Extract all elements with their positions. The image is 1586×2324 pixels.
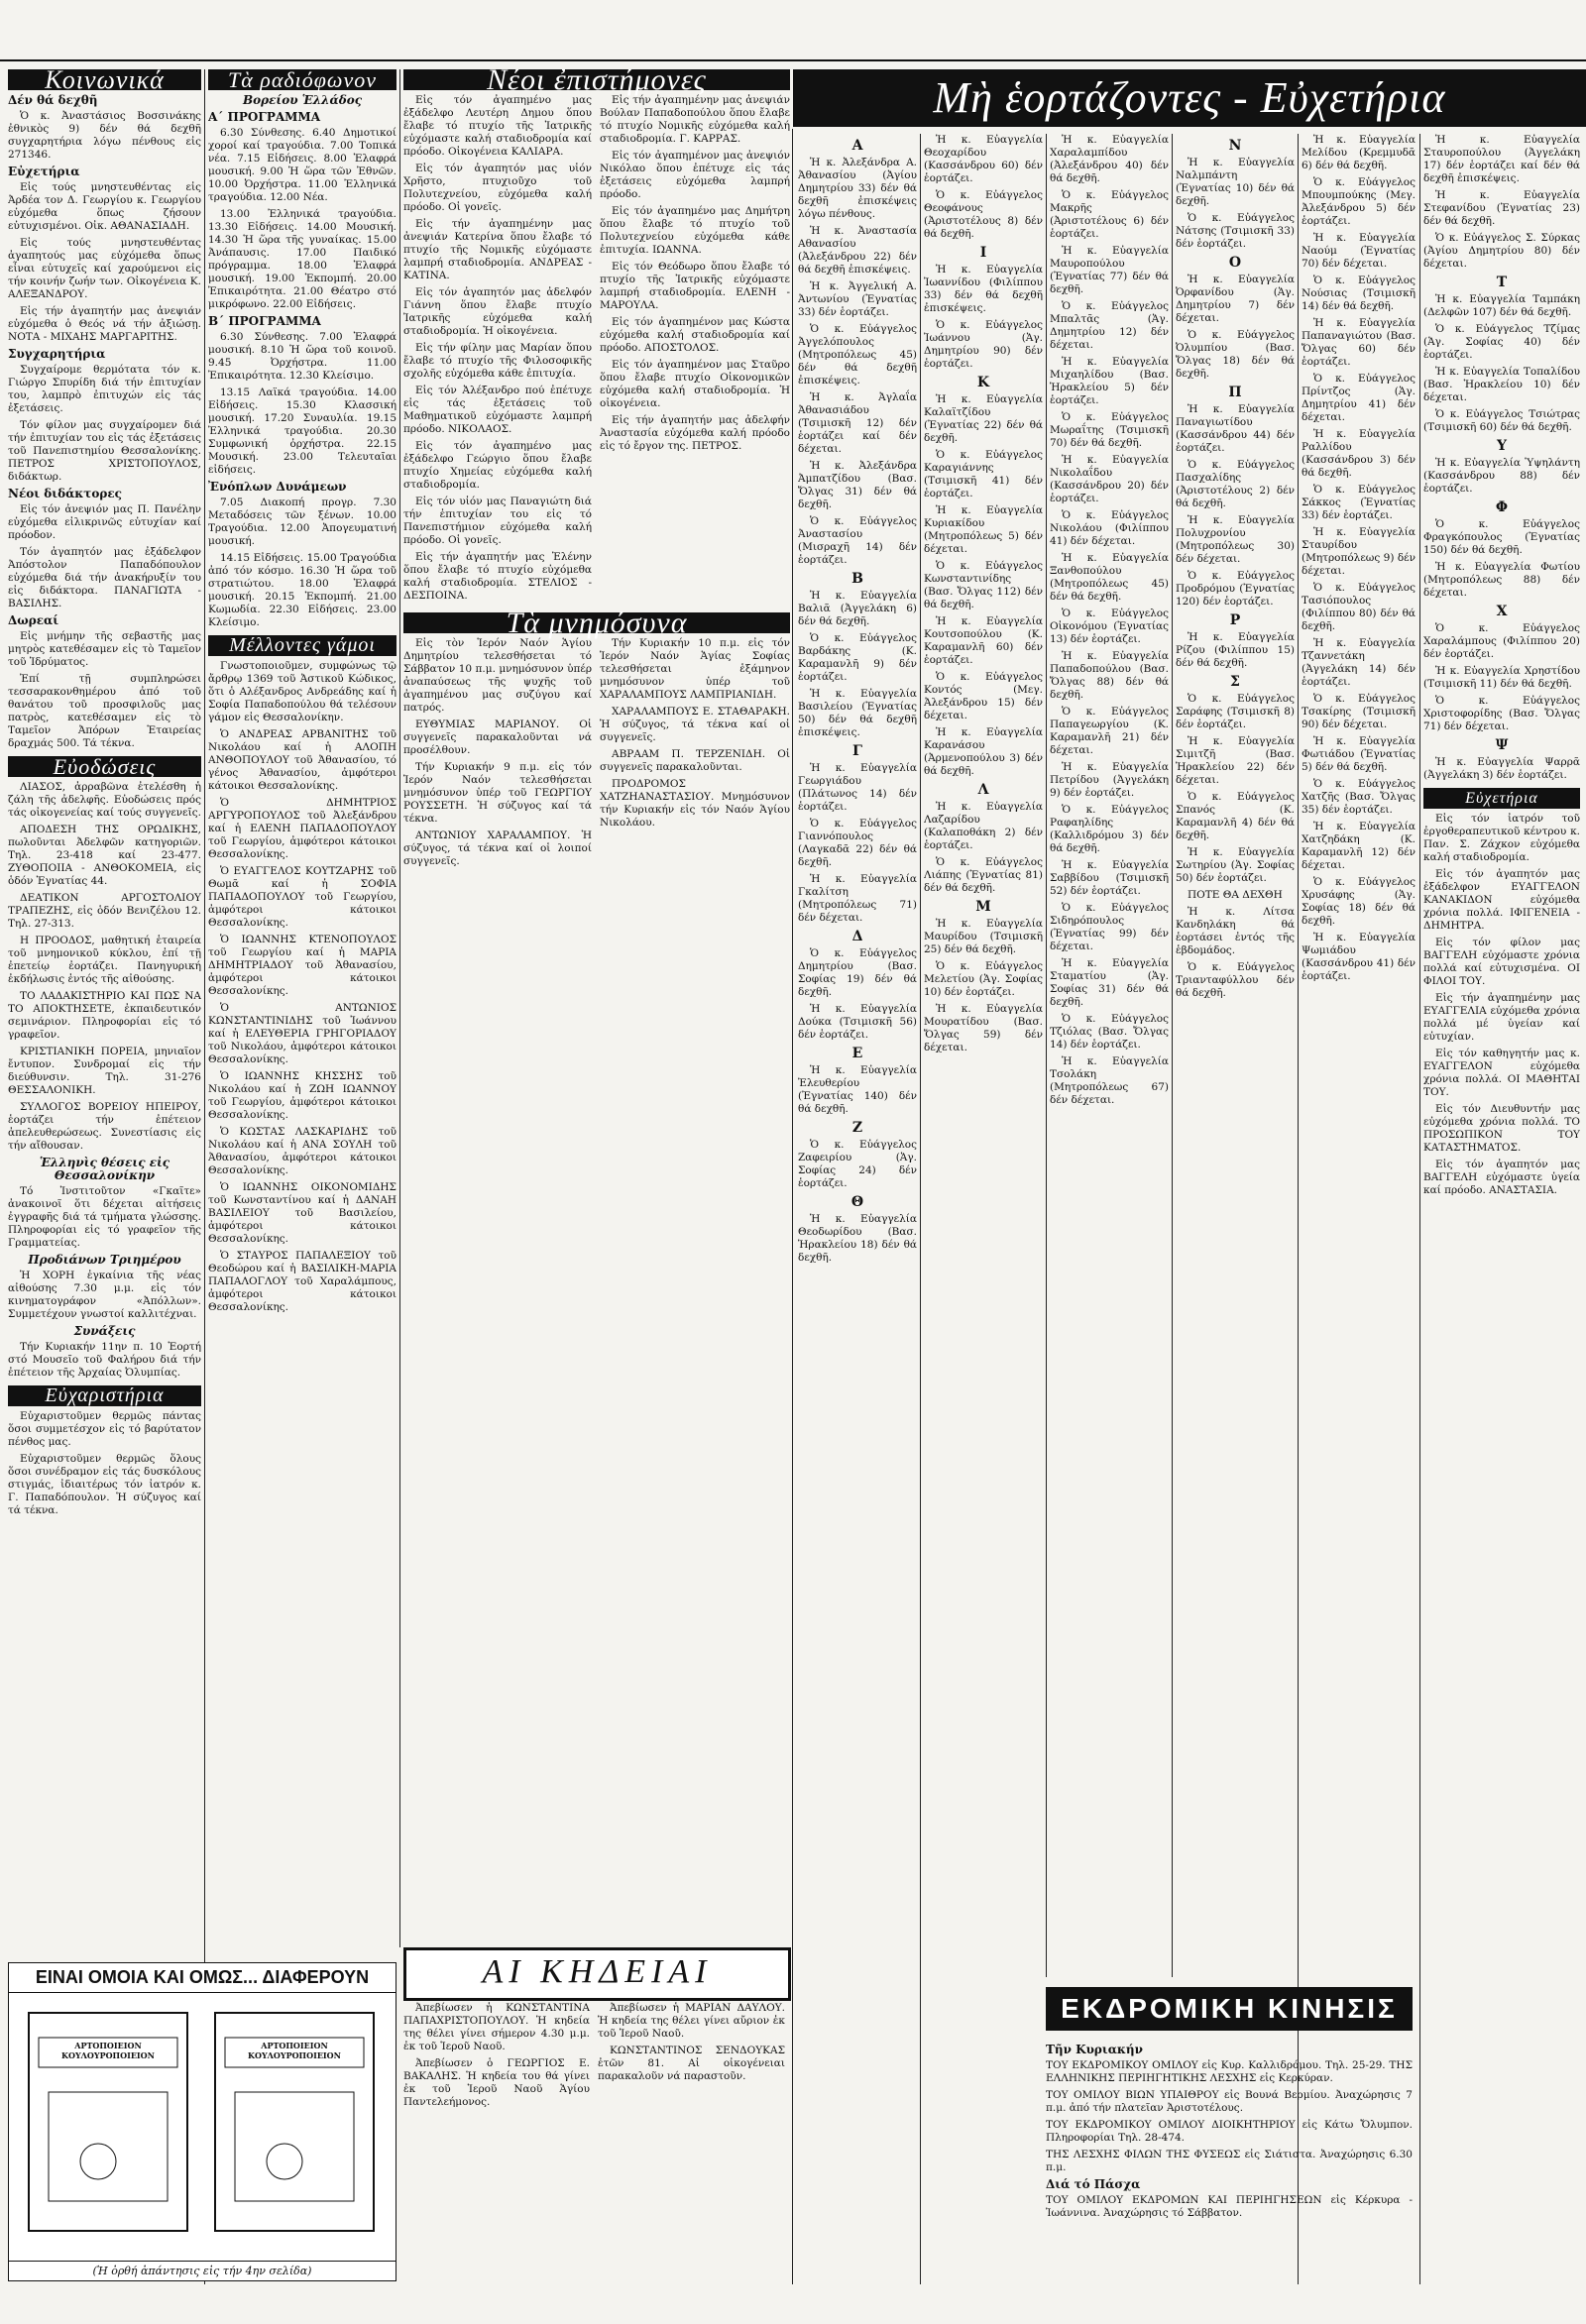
euodoseis-text: ΛΙΑΣΟΣ, ἀρραβῶνα ἐτελέσθη ἡ ζάλη τῆς ἀδελφῆς. Εὐοδώσεις πρός τάς οἰκογενείας καί τούς συγγενεῖς. [8,781,201,819]
social-section-head: Δωρεαί [8,613,59,627]
cartoon-illustration [9,1993,394,2251]
radio-program-a-text: 6.30 Σύνθεσης. 6.40 Δημοτικοί χοροί καί τραγούδια. 7.00 Τοπικά νέα. 7.15 Εἰδήσεις. 8.00 Ἐλαφρά μουσική. 9.00 Ἡ ὥρα τῶν Ἐθνῶν. 10.00 Ὀρχήστρα. 11.00 Ἐλληνικά τραγούδια. 12.00 Νέα. [208,127,396,203]
shop-sign-right: ΑΡΤΟΠΟΙΕΙΟΝ ΚΟΥΛΟΥΡΟΠΟΙΕΙΟΝ [248,2041,341,2060]
social-section-text: Εἰς μνήμην τῆς σεβαστῆς μας μητρὸς κατεθέσαμεν εἰς τὸ Ταμεῖον τοῦ Ἱδρύματος. [8,630,201,668]
radio-column: Τὰ ραδιόφωνον Βορείου Ἑλλάδος Α΄ ΠΡΟΓΡΑΜΜΑ 6.30 Σύνθεσης. 6.40 Δημοτικοί χοροί καί τραγούδια. 7.00 Τοπικά νέα. 7.15 Εἰδήσεις. 8.00 Ἐλαφρά μουσική. 9.00 Ἡ ὥρα τῶν Ἐθνῶν. 10.00 Ὀρχήστρα. 11.00 Ἐλληνικά τραγούδια. 12.00 Νέα. 13.00 Ἐλληνικά τραγούδια. 13.30 Εἰδήσεις. 14.00 Μουσική. 14.30 Ἡ ὥρα τῆς γυναίκας. 15.00 Ἀνάπαυσις. 17.00 Παιδικό πρόγραμμα. 18.00 Ἐλαφρά μουσική. 19.00 Ἐκπομπή. 20.00 Ἐπικαιρότητα. 21.00 Θέατρο στό μικρόφωνο. 22.00 Εἰδήσεις. Β΄ ΠΡΟΓΡΑΜΜΑ 6.30 Σύνθεσης. 7.00 Ἐλαφρά μουσική. 8.10 Ἡ ὥρα τοῦ κοινοῦ. 9.45 Ὀρχήστρα. 11.00 Ἐπικαιρότητα. 12.30 Κλείσιμο. 13.15 Λαϊκά τραγούδια. 14.00 Εἰδήσεις. 15.30 Κλασσική μουσική. 17.20 Συναυλία. 19.15 Ἐλληνικά τραγούδια. 20.30 Συμφωνική ὀρχήστρα. 22.15 Μουσική. 23.00 Τελευταῖαι εἰδήσεις. Ἐνόπλων Δυνάμεων 7.05 Διακοπή προγρ. 7.30 Μεταδόσεις τῶν ξένων. 10.00 Τραγούδια. 12.00 Ἀπογευματινή μουσική. 14.15 Εἰδήσεις. 15.00 Τραγούδια ἀπό τόν κόσμο. 16.30 Ἡ ὥρα τοῦ στρατιώτου. 18.00 Ἐλαφρά μουσική. 20.15 Ἐκπομπή. 21.00 Κωμωδία. 22.30 Εἰδήσεις. 23.00 Κλείσιμο. Μέλλοντες γάμοι Γνωστοποιοῦμεν, συμφώνως τῷ ἄρθρῳ 1369 τοῦ Ἀστικοῦ Κώδικος, ὅτι ὁ Αλέξανδρος Ανδρεάδης καί ἡ Σοφία Παπαδοπούλου θά τελέσουν γάμον εἰς Θεσσαλονίκην. Ὁ ΑΝΔΡΕΑΣ ΑΡΒΑΝΙΤΗΣ τοῦ Νικολάου καί ἡ ΑΛΟΠΗ ΑΝΘΟΠΟΥΛΟΥ τοῦ Ἀθανασίου, τό γένος Ἀθανασίου, ἀμφότεροι κάτοικοι Θεσσαλονίκης. Ὁ ΔΗΜΗΤΡΙΟΣ ΑΡΓΥΡΟΠΟΥΛΟΣ τοῦ Ἀλεξάνδρου καί ἡ ΕΛΕΝΗ ΠΑΠΑΔΟΠΟΥΛΟΥ τοῦ Γεωργίου, ἀμφότεροι κάτοικοι Θεσσαλονίκης. Ὁ ΕΥΑΓΓΕΛΟΣ ΚΟΥΤΖΑΡΗΣ τοῦ Θωμᾶ καί ἡ ΣΟΦΙΑ ΠΑΠΑΔΟΠΟΥΛΟΥ τοῦ Γεωργίου, ἀμφότεροι κάτοικοι Θεσσαλονίκης. Ὁ ΙΩΑΝΝΗΣ ΚΤΕΝΟΠΟΥΛΟΣ τοῦ Γεωργίου καί ἡ ΜΑΡΙΑ ΔΗΜΗΤΡΙΑΔΟΥ τοῦ Ἀθανασίου, ἀμφότεροι κάτοικοι Θεσσαλονίκης. Ὁ ΑΝΤΩΝΙΟΣ ΚΩΝΣΤΑΝΤΙΝΙΔΗΣ τοῦ Ἰωάννου καί ἡ ΕΛΕΥΘΕΡΙΑ ΓΡΗΓΟΡΙΑΔΟΥ τοῦ Νικολάου, ἀμφότεροι κάτοικοι Θεσσαλονίκης. Ὁ ΙΩΑΝΝΗΣ ΚΗΣΣΗΣ τοῦ Νικολάου καί ἡ ΖΩΗ ΙΩΑΝΝΟΥ τοῦ Γεωργίου, ἀμφότεροι κάτοικοι Θεσσαλονίκης. Ὁ ΚΩΣΤΑΣ ΛΑΣΚΑΡΙΔΗΣ τοῦ Νικολάου καί ἡ ΑΝΑ ΣΟΥΛΗ τοῦ Ἀθανασίου, ἀμφότεροι κάτοικοι Θεσσαλονίκης. Ὁ ΙΩΑΝΝΗΣ ΟΙΚΟΝΟΜΙΔΗΣ τοῦ Κωνσταντίνου καί ἡ ΔΑΝΑΗ ΒΑΣΙΛΕΙΟΥ τοῦ Βασιλείου, ἀμφότεροι κάτοικοι Θεσσαλονίκης. Ὁ ΣΤΑΥΡΟΣ ΠΑΠΑΛΕΞΙΟΥ τοῦ Θεοδώρου καί ἡ ΒΑΣΙΛΙΚΗ-ΜΑΡΙΑ ΠΑΠΑΛΟΓΛΟΥ τοῦ Χαραλάμπους, ἀμφότεροι κάτοικοι Θεσσαλονίκης. [208,69,396,1313]
excursions-text: Τῆν Κυριακήν ΤΟΥ ΕΚΔΡΟΜΙΚΟΥ ΟΜΙΛΟΥ εἰς Κυρ. Καλλιδρόμου. Τηλ. 25-29. ΤΗΣ ΕΛΛΗΝΙΚΗΣ ΠΕΡΙΗΓΗΤΙΚΗΣ ΛΕΣΧΗΣ εἰς Κερκύραν. ΤΟΥ ΟΜΙΛΟΥ ΒΙΩΝ ΥΠΑΙΘΡΟΥ εἰς Βουνά Βερμίου. Ἀναχώρησις 7 π.μ. ἀπό τήν πλατεῖαν Ἀριστοτέλους. ΤΟΥ ΕΚΔΡΟΜΙΚΟΥ ΟΜΙΛΟΥ ΔΙΟΙΚΗΤΗΡΙΟΥ εἰς Κάτω Ὄλυμπον. Πληροφορίαι Τηλ. 28-474. ΤΗΣ ΛΕΣΧΗΣ ΦΙΛΩΝ ΤΗΣ ΦΥΣΕΩΣ εἰς Σιάτιστα. Ἀναχώρησις 6.30 π.μ. Διά τό Πάσχα ΤΟΥ ΟΜΙΛΟΥ ΕΚΔΡΟΜΩΝ ΚΑΙ ΠΕΡΙΗΓΗΣΕΩΝ εἰς Κέρκυρα - Ἰωάννινα. Ἀναχώρησις τό Σάββατον. [1046,2043,1413,2219]
social-para: Ὁ κ. Ἀναστάσιος Βοσσινάκης ἐθνικὸς 9) δέν θά δεχθῆ συγχαρητήρια λόγω πένθους εἰς 271346. [8,110,201,161]
future-weddings-text: Γνωστοποιοῦμεν, συμφώνως τῷ ἄρθρῳ 1369 τοῦ Ἀστικοῦ Κώδικος, ὅτι ὁ Αλέξανδρος Ανδρεάδης καί ἡ Σοφία Παπαδοπούλου θά τελέσουν γάμον εἰς Θεσσαλονίκην. [208,660,396,723]
column-rule [920,134,921,2284]
column-rule [792,129,793,2284]
radio-subtitle: Βορείου Ἑλλάδος [242,93,363,107]
memorials-title: Τὰ μνημόσυνα [403,612,790,633]
euodoseis-title: Εὐοδώσεις [8,756,201,777]
nonfeasting-column-1: Α Ἡ κ. Ἀλεξάνδρα Α. Ἀθανασίου (Ἀγίου Δημητρίου 33) δέν θά δεχθῆ ἐπισκέψεις λόγω πένθους. Ἡ κ. Ἀναστασία Αθανασίου (Ἀλεξάνδρου 22) δέν θά δεχθῆ ἐπισκέψεις. Ἡ κ. Ἀγγελική Α. Ἀντωνίου (Ἐγνατίας 33) δέν ἑορτάζει. Ὁ κ. Εὐάγγελος Ἀγγελόπουλος (Μητροπόλεως 45) δέν θά δεχθῆ ἐπισκέψεις. Ἡ κ. Ἀγλαΐα Ἀθανασιάδου (Τσιμισκῆ 12) δέν ἑορτάζει καί δέν δέχεται. Ἡ κ. Ἀλεξάνδρα Ἀμπατζίδου (Βασ. Ὄλγας 31) δέν θά δεχθῆ. Ὁ κ. Εὐάγγελος Ἀναστασίου (Μισραχῆ 14) δέν ἑορτάζει. Β Ἡ κ. Εὐαγγελία Βαλιᾶ (Ἀγγελάκη 6) δέν θά δεχθῆ. Ὁ κ. Εὐάγγελος Βαρδάκης (Κ. Καραμανλῆ 9) δέν ἑορτάζει. Ἡ κ. Εὐαγγελία Βασιλείου (Ἐγνατίας 50) δέν θά δεχθῆ ἐπισκέψεις. Γ Ἡ κ. Εὐαγγελία Γεωργιάδου (Πλάτωνος 14) δέν ἑορτάζει. Ὁ κ. Εὐάγγελος Γιαννόπουλος (Λαγκαδᾶ 22) δέν θά δεχθῆ. Ἡ κ. Εὐαγγελία Γκαλίτση (Μητροπόλεως 71) δέν δέχεται. Δ Ὁ κ. Εὐάγγελος Δημητρίου (Βασ. Σοφίας 19) δέν θά δεχθῆ. Ἡ κ. Εὐαγγελία Δούκα (Τσιμισκῆ 56) δέν ἑορτάζει. Ε Ἡ κ. Εὐαγγελία Ἐλευθερίου (Ἐγνατίας 140) δέν θά δεχθῆ. Ζ Ὁ κ. Εὐάγγελος Ζαφειρίου (Ἁγ. Σοφίας 24) δέν ἑορτάζει. Θ Ἡ κ. Εὐαγγελία Θεοδωρίδου (Βασ. Ἡρακλείου 18) δέν θά δεχθῆ. [798,138,917,1264]
letter-heading: Μ [975,899,991,915]
cartoon-box [8,1962,396,2281]
greetings-text: Εἰς τόν ἰατρόν τοῦ ἐργοθεραπευτικοῦ κέντρου κ. Παν. Σ. Ζάχκον εὐχόμεθα καλή σταδιοδρομία. [1423,813,1580,863]
letter-heading: Ο [1228,255,1242,271]
letter-heading: Δ [851,929,863,944]
new-scientists-title: Νέοι ἐπιστήμονες [403,69,790,90]
radio-armed-forces: Ἐνόπλων Δυνάμεων [208,480,347,494]
social-section-head: Συγχαρητήρια [8,347,106,361]
greetings-title: Εὐχετήρια [1423,788,1580,809]
social-title: Κοινωνικά [8,69,201,90]
thanks-text: Εὐχαριστοῦμεν θερμῶς πάντας ὅσοι συμμετέσχον εἰς τό βαρύτατον πένθος μας. [8,1410,201,1448]
letter-heading: Χ [1496,604,1508,619]
social-section-text: Συγχαίρομε θερμότατα τόν κ. Γιώργο Σπυρίδη διά τήν ἐπιτυχίαν του, λαμπρὸ ἐπιτυχών εἰς τάς ἐξετάσεις. [8,364,201,414]
new-scientists-column: Νέοι ἐπιστήμονες Εἰς τόν ἀγαπημένο μας ἐξάδελφο Λευτέρη Δημου ὅπου ἔλαβε τό πτυχίο τῆς Ἰατρικῆς εὐχόμαστε καλή σταδιοδρομία καί πρόοδο. Οἰκογένεια ΚΑΛΙΑΡΑ. Εἰς τόν ἀγαπητόν μας υἱόν Χρῆστο, πτυχιοῦχο τοῦ Πολυτεχνείου, εὐχόμεθα καλή πρόοδο. Οἱ γονεῖς. Εἰς τήν ἀγαπημένην μας ἀνεψιάν Κατερίνα ὅπου ἔλαβε τό πτυχίο τῆς Νομικῆς εὐχόμαστε λαμπρή σταδιοδρομία. ΑΝΔΡΕΑΣ - ΚΑΤΙΝΑ. Εἰς τόν ἀγαπητόν μας ἀδελφόν Γιάννη ὅπου ἔλαβε πτυχίο Ἰατρικῆς εὐχόμεθα καλή σταδιοδρομία. Ἡ οἰκογένεια. Εἰς τήν φίλην μας Μαρίαν ὅπου ἔλαβε τό πτυχίο τῆς Φιλοσοφικῆς σχολῆς εὐχόμεθα κάθε ἐπιτυχία. Εἰς τόν Ἀλέξανδρο πού ἐπέτυχε εἰς τάς ἐξετάσεις τοῦ Μαθηματικοῦ εὐχόμαστε λαμπρή πρόοδο. ΝΙΚΟΛΑΟΣ. Εἰς τόν ἀγαπημένο μας ἐξάδελφο Γεώργιο ὅπου ἔλαβε πτυχίο Χημείας εὐχόμεθα καλή σταδιοδρομία. Εἰς τόν υἱόν μας Παναγιώτη διά τήν ἐπιτυχίαν του εἰς τό Πανεπιστήμιον εὐχόμεθα καλή πρόοδο. Οἱ γονεῖς. Εἰς τήν ἀγαπητήν μας Ἑλένην ὅπου ἔλαβε τό πτυχίο εὐχόμεθα καλή σταδιοδρομία. ΣΤΕΛΙΟΣ - ΔΕΣΠΟΙΝΑ. Εἰς τήν ἀγαπημένην μας ἀνεψιάν Βούλαν Παπαδοπούλου ὅπου ἔλαβε τό πτυχίο Νομικῆς εὐχόμεθα καλή σταδιοδρομία. Γ. ΚΑΡΡΑΣ. Εἰς τόν ἀγαπημένον μας ἀνεψιόν Νικόλαο ὅπου ἐπέτυχε εἰς τάς ἐξετάσεις εὐχόμεθα λαμπρή πρόοδο. Εἰς τόν ἀγαπημένο μας Δημήτρη ὅπου ἔλαβε τό πτυχίο τοῦ Πολυτεχνείου εὐχόμεθα κάθε ἐπιτυχία. ΙΩΑΝΝΑ. Εἰς τόν Θεόδωρο ὅπου ἔλαβε τό πτυχίο τῆς Ἰατρικῆς εὐχόμαστε λαμπρή σταδιοδρομία. ΕΛΕΝΗ - ΜΑΡΟΥΛΑ. Εἰς τόν ἀγαπημένον μας Κώστα εὐχόμεθα καλή σταδιοδρομία καί πρόοδο. ΑΠΟΣΤΟΛΟΣ. Εἰς τόν ἀγαπημένον μας Σταῦρο ὅπου ἔλαβε πτυχίο Οἰκονομικῶν εὐχόμεθα καλή σταδιοδρομία. Ἡ οἰκογένεια. Εἰς τήν ἀγαπητήν μας ἀδελφήν Ἀναστασία εὐχόμεθα καλή πρόοδο εἰς τό ἔργον της. ΠΕΤΡΟΣ. Τὰ μνημόσυνα Εἰς τὸν Ἱερόν Ναόν Ἁγίου Δημητρίου τελεσθήσεται τό Σάββατον 10 π.μ. μνημόσυνον ὑπέρ ἀναπαύσεως τῆς ψυχῆς τοῦ ἀγαπημένου μας συζύγου καί πατρός. ΕΥΘΥΜΙΑΣ ΜΑΡΙΑΝΟΥ. Οἱ συγγενεῖς παρακαλοῦνται νά προσέλθουν. Τήν Κυριακήν 9 π.μ. εἰς τόν Ἱερόν Ναόν τελεσθήσεται μνημόσυνον ὑπέρ τοῦ ΓΕΩΡΓΙΟΥ ΡΟΥΣΣΕΤΗ. Ἡ σύζυγος καί τά τέκνα. ΑΝΤΩΝΙΟΥ ΧΑΡΑΛΑΜΠΟΥ. Ἡ σύζυγος, τά τέκνα καί οἱ λοιποί συγγενεῖς. Τήν Κυριακήν 10 π.μ. εἰς τόν Ἱερόν Ναόν Ἁγίας Σοφίας τελεσθήσεται ἑξάμηνον μνημόσυνον ὑπέρ τοῦ ΧΑΡΑΛΑΜΠΟΥΣ ΛΑΜΠΡΙΑΝΙΔΗ. ΧΑΡΑΛΑΜΠΟΥΣ Ε. ΣΤΑΘΑΡΑΚΗ. Ἡ σύζυγος, τά τέκνα καί οἱ συγγενεῖς. ΑΒΡΑΑΜ Π. ΤΕΡΖΕΝΙΔΗ. Οἱ συγγενεῖς παρακαλοῦνται. ΠΡΟΔΡΟΜΟΣ ΧΑΤΖΗΑΝΑΣΤΑΣΙΟΥ. Μνημόσυνον τήν Κυριακήν εἰς τόν Ναόν Ἁγίου Νικολάου. [403,69,790,867]
cartoon-caption: (Ἡ ὀρθή ἀπάντησις εἰς τήν 4ην σελίδα) [9,2261,396,2280]
letter-heading: Φ [1495,499,1509,515]
social-section-text: Εἰς τούς μνηστευθέντας εἰς Ἀρδέα τον Δ. Γεωργίου κ. Γεωργίου εὐχόμεθα ὅπως ζήσουν εὐτυχισμένοι. Οἰκ. ΑΘΑΝΑΣΙΑΔΗ. [8,181,201,232]
column-rule [1419,134,1420,2284]
letter-heading: Α [851,138,863,154]
column-rule [1046,134,1047,1977]
social-column: Κοινωνικά Δέν θά δεχθῆ Ὁ κ. Ἀναστάσιος Βοσσινάκης ἐθνικὸς 9) δέν θά δεχθῆ συγχαρητήρια λόγω πένθους εἰς 271346. Εὐχετήρια Εἰς τούς μνηστευθέντας εἰς Ἀρδέα τον Δ. Γεωργίου κ. Γεωργίου εὐχόμεθα ὅπως ζήσουν εὐτυχισμένοι. Οἰκ. ΑΘΑΝΑΣΙΑΔΗ. Εἰς τούς μνηστευθέντας ἀγαπητούς μας εὐχόμεθα ὅπως εἶναι εὐτυχεῖς καί χαρούμενοι εἰς τήν κοινήν ζωήν των. Οἰκογένεια Κ. ΑΛΕΞΑΝΔΡΟΥ. Εἰς τήν ἀγαπητήν μας ἀνεψιάν εὐχόμεθα ὁ Θεός νά τήν ἀξιώσῃ. ΝΟΤΑ - ΜΙΧΑΗΣ ΜΑΡΓΑΡΙΤΗΣ. Συγχαρητήρια Συγχαίρομε θερμότατα τόν κ. Γιώργο Σπυρίδη διά τήν ἐπιτυχίαν του, λαμπρὸ ἐπιτυχών εἰς τάς ἐξετάσεις. Τόν φίλον μας συγχαίρομεν διά τήν ἐπιτυχίαν του εἰς τάς ἐξετάσεις τοῦ Πανεπιστημίου Θεσσαλονίκης. ΠΕΤΡΟΣ ΧΡΙΣΤΟΠΟΥΛΟΣ, διδάκτωρ. Νέοι διδάκτορες Εἰς τόν ἀνεψιόν μας Π. Πανέλην εὐχόμεθα εἰλικρινῶς εὐτυχίαν καί πρόοδον. Τόν ἀγαπητόν μας ἐξάδελφον Ἀπόστολον Παπαδόπουλον εὐχόμεθα διά τήν ἀνακήρυξίν του εἰς διδάκτορα. ΠΑΝΑΓΙΩΤΑ - ΒΑΣΙΛΗΣ. Δωρεαί Εἰς μνήμην τῆς σεβαστῆς μας μητρὸς κατεθέσαμεν εἰς τὸ Ταμεῖον τοῦ Ἱδρύματος. Ἐπί τῇ συμπληρώσει τεσσαρακονθημέρου ἀπό τοῦ θανάτου τοῦ προσφιλοῦς μας πατρὸς, κατεθέσαμεν εἰς τὸ Ταμεῖον Ἀπόρων Ἑταιρείας δραχμάς 500. Τά τέκνα. Εὐοδώσεις ΛΙΑΣΟΣ, ἀρραβῶνα ἐτελέσθη ἡ ζάλη τῆς ἀδελφῆς. Εὐοδώσεις πρός τάς οἰκογενείας καί τούς συγγενεῖς. ΑΠΟΔΕΣΗ ΤΗΣ ΟΡΩΔΙΚΗΣ, πωλοῦνται Ἀδελφῶν κατηγοριῶν. Τηλ. 23-418 καί 23-477. ΖΥΘΟΠΟΙΙΑ - ΑΝΘΟΚΟΜΕΙΑ, εἰς ὁδόν Ἐγνατίας 44. ΔΕΑΤΙΚΟΝ ΑΡΓΟΣΤΟΛΙΟΥ ΤΡΑΠΕΖΗΣ, εἰς ὁδόν Βενιζέλου 12. Τηλ. 27-313. Η ΠΡΟΟΔΟΣ, μαθητική ἑταιρεία τοῦ μνημονικοῦ κύκλου, ἐπί τῇ ἐπετείῳ ἐορτάζει. Πανηγυρική ἐκδήλωσις ἐντός τῆς αἰθούσης. ΤΟ ΛΑΔΑΚΙΣΤΗΡΙΟ ΚΑΙ ΠΩΣ ΝΑ ΤΟ ΑΠΟΚΤΗΣΕΤΕ, ἐκπαιδευτικόν σεμινάριον. Πληροφορίαι εἰς τό γραφεῖον. ΚΡΙΣΤΙΑΝΙΚΗ ΠΟΡΕΙΑ, μηνιαῖον ἔντυπον. Συνδρομαί εἰς τήν διεύθυνσιν. Τηλ. 31-276 ΘΕΣΣΑΛΟΝΙΚΗ. ΣΥΛΛΟΓΟΣ ΒΟΡΕΙΟΥ ΗΠΕΙΡΟΥ, ἑορτάζει τήν ἐπέτειον ἀπελευθερώσεως. Συνεστίασις εἰς τήν αἴθουσαν. Ἑλληνὶς θέσεις εἰς Θεσσαλονίκην Τό Ἰνστιτοῦτον «Γκαῖτε» ἀνακοινοῖ ὅτι δέχεται αἰτήσεις ἐγγραφῆς διά τά τμήματα γλώσσης. Πληροφορίαι εἰς τό γραφεῖον τῆς Γραμματείας. Προδιάνων Τριημέρου Ἡ ΧΟΡΗ ἐγκαίνια τῆς νέας αἰθούσης 7.30 μ.μ. εἰς τόν κινηματογράφον «Ἀπόλλων». Συμμετέχουν γνωστοί καλλιτέχναι. Συνάξεις Τήν Κυριακήν 11ην π. 10 Ἑορτή στό Μουσεῖο τοῦ Φαλήρου διά τήν ἐπέτειον τῆς Ἀρχαίας Ὀλυμπίας. Εὐχαριστήρια Εὐχαριστοῦμεν θερμῶς πάντας ὅσοι συμμετέσχον εἰς τό βαρύτατον πένθος μας. Εὐχαριστοῦμεν θερμῶς ὅλους ὅσοι συνέδραμον εἰς τάς δυσκόλους στιγμάς, ἰδιαιτέρως τόν ἰατρόν κ. Γ. Παπαδόπουλον. Ἡ σύζυγος καί τά τέκνα. [8,69,201,1516]
letter-heading: Κ [976,375,990,390]
social-subtitle: Δέν θά δεχθῆ [8,93,98,107]
letter-heading: Ν [1228,138,1242,154]
radio-title: Τὰ ραδιόφωνον [208,69,396,90]
column-rule [1172,134,1173,1977]
new-scientists-text: Εἰς τόν ἀγαπημένο μας ἐξάδελφο Λευτέρη Δημου ὅπου ἔλαβε τό πτυχίο τῆς Ἰατρικῆς εὐχόμαστε καλή σταδιοδρομία καί πρόοδο. Οἰκογένεια ΚΑΛΙΑΡΑ. [403,94,592,158]
thanks-title: Εὐχαριστήρια [8,1385,201,1406]
letter-heading: Λ [977,782,989,798]
shop-sign-left: ΑΡΤΟΠΟΙΕΙΟΝ ΚΟΥΛΟΥΡΟΠΟΙΕΙΟΝ [61,2041,155,2060]
nonfeasting-column-5: Ἡ κ. Εὐαγγελία Μελίδου (Κρεμμυδᾶ 6) δέν θά δεχθῆ. Ὁ κ. Εὐάγγελος Μπουμπούκης (Μεγ. Ἀλεξάνδρου 5) δέν ἑορτάζει. Ἡ κ. Εὐαγγελία Ναούμ (Ἐγνατίας 70) δέν δέχεται. Ὁ κ. Εὐάγγελος Νούσιας (Τσιμισκῆ 14) δέν θά δεχθῆ. Ἡ κ. Εὐαγγελία Παπαναγιώτου (Βασ. Ὄλγας 60) δέν ἑορτάζει. Ὁ κ. Εὐάγγελος Πρίντζος (Ἁγ. Δημητρίου 41) δέν δέχεται. Ἡ κ. Εὐαγγελία Ραλλίδου (Κασσάνδρου 3) δέν θά δεχθῆ. Ὁ κ. Εὐάγγελος Σάκκος (Ἐγνατίας 33) δέν ἑορτάζει. Ἡ κ. Εὐαγγελία Σταυρίδου (Μητροπόλεως 9) δέν δέχεται. Ὁ κ. Εὐάγγελος Τασιόπουλος (Φιλίππου 80) δέν θά δεχθῆ. Ἡ κ. Εὐαγγελία Τζαννετάκη (Ἀγγελάκη 14) δέν ἑορτάζει. Ὁ κ. Εὐάγγελος Τσακίρης (Τσιμισκῆ 90) δέν δέχεται. Ἡ κ. Εὐαγγελία Φωτιάδου (Ἐγνατίας 5) δέν θά δεχθῆ. Ὁ κ. Εὐάγγελος Χατζῆς (Βασ. Ὄλγας 35) δέν ἑορτάζει. Ἡ κ. Εὐαγγελία Χατζηδάκη (Κ. Καραμανλῆ 12) δέν δέχεται. Ὁ κ. Εὐάγγελος Χρυσάφης (Ἁγ. Σοφίας 18) δέν θά δεχθῆ. Ἡ κ. Εὐαγγελία Ψωμιάδου (Κασσάνδρου 41) δέν ἑορτάζει. [1302,134,1416,982]
nonfeasting-column-2: Ἡ κ. Εὐαγγελία Θεοχαρίδου (Κασσάνδρου 60) δέν ἑορτάζει. Ὁ κ. Εὐάγγελος Θεοφάνους (Ἀριστοτέλους 8) δέν θά δεχθῆ. Ι Ἡ κ. Εὐαγγελία Ἰωαννίδου (Φιλίππου 33) δέν θά δεχθῆ ἐπισκέψεις. Ὁ κ. Εὐάγγελος Ἰωάννου (Ἁγ. Δημητρίου 90) δέν ἑορτάζει. Κ Ἡ κ. Εὐαγγελία Καλαϊτζίδου (Ἐγνατίας 22) δέν θά δεχθῆ. Ὁ κ. Εὐάγγελος Καραγιάννης (Τσιμισκῆ 41) δέν ἑορτάζει. Ἡ κ. Εὐαγγελία Κυριακίδου (Μητροπόλεως 5) δέν δέχεται. Ὁ κ. Εὐάγγελος Κωνσταντινίδης (Βασ. Ὄλγας 112) δέν θά δεχθῆ. Ἡ κ. Εὐαγγελία Κουτσοπούλου (Κ. Καραμανλῆ 60) δέν ἑορτάζει. Ὁ κ. Εὐάγγελος Κοντός (Μεγ. Ἀλεξάνδρου 15) δέν δέχεται. Ἡ κ. Εὐαγγελία Καρανάσου (Ἀρμενοπούλου 3) δέν θά δεχθῆ. Λ Ἡ κ. Εὐαγγελία Λαζαρίδου (Καλαποθάκη 2) δέν ἑορτάζει. Ὁ κ. Εὐάγγελος Λιάπης (Ἐγνατίας 81) δέν θά δεχθῆ. Μ Ἡ κ. Εὐαγγελία Μαυρίδου (Τσιμισκῆ 25) δέν θά δεχθῆ. Ὁ κ. Εὐάγγελος Μελετίου (Ἁγ. Σοφίας 10) δέν ἑορτάζει. Ἡ κ. Εὐαγγελία Μουρατίδου (Βασ. Ὄλγας 59) δέν δέχεται. [924,134,1043,1053]
social-section-head: Νέοι διδάκτορες [8,487,122,500]
funerals-title: ΑΙ ΚΗΔΕΙΑΙ [403,1947,791,2001]
letter-heading: Ε [851,1046,863,1061]
excursions-title: ΕΚΔΡΟΜΙΚΗ ΚΙΝΗΣΙΣ [1046,1987,1413,2031]
radio-armed-forces-text: 7.05 Διακοπή προγρ. 7.30 Μεταδόσεις τῶν ξένων. 10.00 Τραγούδια. 12.00 Ἀπογευματινή μουσική. [208,497,396,547]
nonfeasting-column-6: Ἡ κ. Εὐαγγελία Σταυροπούλου (Ἀγγελάκη 17) δέν ἑορτάζει καί δέν θά δεχθῆ ἐπισκέψεις. Ἡ κ. Εὐαγγελία Στεφανίδου (Ἐγνατίας 23) δέν θά δεχθῆ. Ὁ κ. Εὐάγγελος Σ. Σύρκας (Ἀγίου Δημητρίου 80) δέν δέχεται. Τ Ἡ κ. Εὐαγγελία Ταμπάκη (Δελφῶν 107) δέν θά δεχθῆ. Ὁ κ. Εὐάγγελος Τζίμας (Ἁγ. Σοφίας 40) δέν ἑορτάζει. Ἡ κ. Εὐαγγελία Τοπαλίδου (Βασ. Ἡρακλείου 10) δέν δέχεται. Ὁ κ. Εὐάγγελος Τσιώτρας (Τσιμισκῆ 60) δέν θά δεχθῆ. Υ Ἡ κ. Εὐαγγελία Ὑψηλάντη (Κασσάνδρου 88) δέν ἑορτάζει. Φ Ὁ κ. Εὐάγγελος Φραγκόπουλος (Ἐγνατίας 150) δέν θά δεχθῆ. Ἡ κ. Εὐαγγελία Φωτίου (Μητροπόλεως 88) δέν δέχεται. Χ Ὁ κ. Εὐάγγελος Χαραλάμπους (Φιλίππου 20) δέν ἑορτάζει. Ἡ κ. Εὐαγγελία Χρηστίδου (Τσιμισκῆ 11) δέν θά δεχθῆ. Ὁ κ. Εὐάγγελος Χριστοφορίδης (Βασ. Ὄλγας 71) δέν δέχεται. Ψ Ἡ κ. Εὐαγγελία Ψαρρᾶ (Ἀγγελάκη 3) δέν ἑορτάζει. Εὐχετήρια Εἰς τόν ἰατρόν τοῦ ἐργοθεραπευτικοῦ κέντρου κ. Παν. Σ. Ζάχκον εὐχόμεθα καλή σταδιοδρομία. Εἰς τόν ἀγαπητόν μας ἐξάδελφον ΕΥΑΓΓΕΛΟΝ ΚΑΝΑΚΙΔΟΝ εὐχόμεθα χρόνια πολλά. ΙΦΙΓΕΝΕΙΑ - ΔΗΜΗΤΡΑ. Εἰς τόν φίλον μας ΒΑΓΓΕΛΗ εὐχόμαστε χρόνια πολλά καί εὐτυχισμένα. ΟΙ ΦΙΛΟΙ ΤΟΥ. Εἰς τήν ἀγαπημένην μας ΕΥΑΓΓΕΛΙΑ εὐχόμεθα χρόνια πολλά μέ ὑγείαν καί εὐτυχίαν. Εἰς τόν καθηγητήν μας κ. ΕΥΑΓΓΕΛΟΝ εὐχόμεθα χρόνια πολλά. ΟΙ ΜΑΘΗΤΑΙ ΤΟΥ. Εἰς τόν Διευθυντήν μας εὐχόμεθα χρόνια πολλά. ΤΟ ΠΡΟΣΩΠΙΚΟΝ ΤΟΥ ΚΑΤΑΣΤΗΜΑΤΟΣ. Εἰς τόν ἀγαπητόν μας ΒΑΓΓΕΛΗ εὐχόμαστε ὑγεία καί πρόοδο. ΑΝΑΣΤΑΣΙΑ. [1423,134,1580,1196]
radio-program-b-text: 6.30 Σύνθεσης. 7.00 Ἐλαφρά μουσική. 8.10 Ἡ ὥρα τοῦ κοινοῦ. 9.45 Ὀρχήστρα. 11.00 Ἐπικαιρότητα. 12.30 Κλείσιμο. [208,331,396,382]
social-section-head: Εὐχετήρια [8,165,80,178]
cartoon-title: ΕΙΝΑΙ ΟΜΟΙΑ ΚΑΙ ΟΜΩΣ... ΔΙΑΦΕΡΟΥΝ [9,1963,396,1993]
letter-heading: Β [851,571,863,587]
excursions-subtitle: Τῆν Κυριακήν [1046,2043,1143,2056]
funerals-text: Ἀπεβίωσεν ἡ ΚΩΝΣΤΑΝΤΙΝΑ ΠΑΠΑΧΡΙΣΤΟΠΟΥΛΟΥ. Ἡ κηδεία της θέλει γίνει σήμερον 4.30 μ.μ. ἐκ τοῦ Ἱεροῦ Ναοῦ. Ἀπεβίωσεν ὁ ΓΕΩΡΓΙΟΣ Ε. ΒΑΚΑΛΗΣ. Ἡ κηδεία του θά γίνει ἐκ τοῦ Ἱεροῦ Ναοῦ Ἁγίου Παντελεήμονος. Ἀπεβίωσεν ἡ ΜΑΡΙΑΝ ΔΑΥΛΟΥ. Ἡ κηδεία της θέλει γίνει αὔριον ἐκ τοῦ Ἱεροῦ Ναοῦ. ΚΩΝΣΤΑΝΤΙΝΟΣ ΣΕΝΔΟΥΚΑΣ ἐτῶν 81. Αἱ οἰκογένειαι παρακαλοῦν νά παραστοῦν. [403,2002,785,2108]
column-rule [1298,134,1299,2284]
nonfeasting-column-3: Ἡ κ. Εὐαγγελία Χαραλαμπίδου (Ἀλεξάνδρου 40) δέν θά δεχθῆ. Ὁ κ. Εὐάγγελος Μακρῆς (Ἀριστοτέλους 6) δέν ἑορτάζει. Ἡ κ. Εὐαγγελία Μαυροπούλου (Ἐγνατίας 77) δέν θά δεχθῆ. Ὁ κ. Εὐάγγελος Μπαλτᾶς (Ἁγ. Δημητρίου 12) δέν δέχεται. Ἡ κ. Εὐαγγελία Μιχαηλίδου (Βασ. Ἡρακλείου 5) δέν ἑορτάζει. Ὁ κ. Εὐάγγελος Μωραΐτης (Τσιμισκῆ 70) δέν θά δεχθῆ. Ἡ κ. Εὐαγγελία Νικολαΐδου (Κασσάνδρου 20) δέν ἑορτάζει. Ὁ κ. Εὐάγγελος Νικολάου (Φιλίππου 41) δέν δέχεται. Ἡ κ. Εὐαγγελία Ξανθοπούλου (Μητροπόλεως 45) δέν θά δεχθῆ. Ὁ κ. Εὐάγγελος Οἰκονόμου (Ἐγνατίας 13) δέν ἑορτάζει. Ἡ κ. Εὐαγγελία Παπαδοπούλου (Βασ. Ὄλγας 88) δέν θά δεχθῆ. Ὁ κ. Εὐάγγελος Παπαγεωργίου (Κ. Καραμανλῆ 21) δέν δέχεται. Ἡ κ. Εὐαγγελία Πετρίδου (Ἀγγελάκη 9) δέν ἑορτάζει. Ὁ κ. Εὐάγγελος Ραφαηλίδης (Καλλιδρόμου 3) δέν θά δεχθῆ. Ἡ κ. Εὐαγγελία Σαββίδου (Τσιμισκῆ 52) δέν ἑορτάζει. Ὁ κ. Εὐάγγελος Σιδηρόπουλος (Ἐγνατίας 99) δέν δέχεται. Ἡ κ. Εὐαγγελία Σταματίου (Ἁγ. Σοφίας 31) δέν θά δεχθῆ. Ὁ κ. Εὐάγγελος Τζιόλας (Βασ. Ὄλγας 14) δέν ἑορτάζει. Ἡ κ. Εὐαγγελία Τσολάκη (Μητροπόλεως 67) δέν δέχεται. [1050,134,1169,1106]
letter-heading: Θ [850,1194,864,1210]
letter-heading: Τ [1496,275,1508,290]
letter-heading: Ρ [1229,612,1241,628]
letter-heading: Γ [852,743,862,759]
entry: Ἡ κ. Ἀλεξάνδρα Α. Ἀθανασίου (Ἀγίου Δημητρίου 33) δέν θά δεχθῆ ἐπισκέψεις λόγω πένθους. [798,157,917,220]
radio-program-b: Β΄ ΠΡΟΓΡΑΜΜΑ [208,314,321,328]
excursions-body: ΤΟΥ ΕΚΔΡΟΜΙΚΟΥ ΟΜΙΛΟΥ εἰς Κυρ. Καλλιδρόμου. Τηλ. 25-29. ΤΗΣ ΕΛΛΗΝΙΚΗΣ ΠΕΡΙΗΓΗΤΙΚΗΣ ΛΕΣΧΗΣ εἰς Κερκύραν. [1046,2059,1413,2084]
letter-heading: Ζ [851,1120,863,1136]
column-rule [399,69,400,1947]
radio-program-a: Α΄ ΠΡΟΓΡΑΜΜΑ [208,110,321,124]
main-title: Μὴ ἑορτάζοντες - Εὐχετήρια [793,69,1586,127]
social-section-text: Εἰς τόν ἀνεψιόν μας Π. Πανέλην εὐχόμεθα εἰλικρινῶς εὐτυχίαν καί πρόοδον. [8,503,201,541]
letter-heading: Ι [979,245,987,261]
nonfeasting-column-4: Ν Ἡ κ. Εὐαγγελία Ναλμπάντη (Ἐγνατίας 10) δέν θά δεχθῆ. Ὁ κ. Εὐάγγελος Νάτσης (Τσιμισκῆ 33) δέν ἑορτάζει. Ο Ἡ κ. Εὐαγγελία Ὀρφανίδου (Ἁγ. Δημητρίου 7) δέν δέχεται. Ὁ κ. Εὐάγγελος Ὀλυμπίου (Βασ. Ὄλγας 18) δέν θά δεχθῆ. Π Ἡ κ. Εὐαγγελία Παναγιωτίδου (Κασσάνδρου 44) δέν ἑορτάζει. Ὁ κ. Εὐάγγελος Πασχαλίδης (Ἀριστοτέλους 2) δέν θά δεχθῆ. Ἡ κ. Εὐαγγελία Πολυχρονίου (Μητροπόλεως 30) δέν δέχεται. Ὁ κ. Εὐάγγελος Προδρόμου (Ἐγνατίας 120) δέν ἑορτάζει. Ρ Ἡ κ. Εὐαγγελία Ρίζου (Φιλίππου 15) δέν θά δεχθῆ. Σ Ὁ κ. Εὐάγγελος Σαράφης (Τσιμισκῆ 8) δέν ἑορτάζει. Ἡ κ. Εὐαγγελία Σιμιτζῆ (Βασ. Ἡρακλείου 22) δέν δέχεται. Ὁ κ. Εὐάγγελος Σπανός (Κ. Καραμανλῆ 4) δέν θά δεχθῆ. Ἡ κ. Εὐαγγελία Σωτηρίου (Ἁγ. Σοφίας 50) δέν ἑορτάζει. ΠΟΤΕ ΘΑ ΔΕΧΘΗ Ἡ κ. Λίτσα Κανδηλάκη θά ἑορτάσει ἐντός τῆς ἑβδομάδος. Ὁ κ. Εὐάγγελος Τριανταφύλλου δέν θά δεχθῆ. [1176,138,1295,999]
letter-heading: Ψ [1495,737,1509,753]
top-rule [0,59,1586,61]
letter-heading: Π [1228,385,1242,400]
future-weddings-title: Μέλλοντες γάμοι [208,635,396,656]
letter-heading: Υ [1497,438,1507,454]
column-rule [204,69,205,2284]
letter-heading: Σ [1230,674,1240,690]
